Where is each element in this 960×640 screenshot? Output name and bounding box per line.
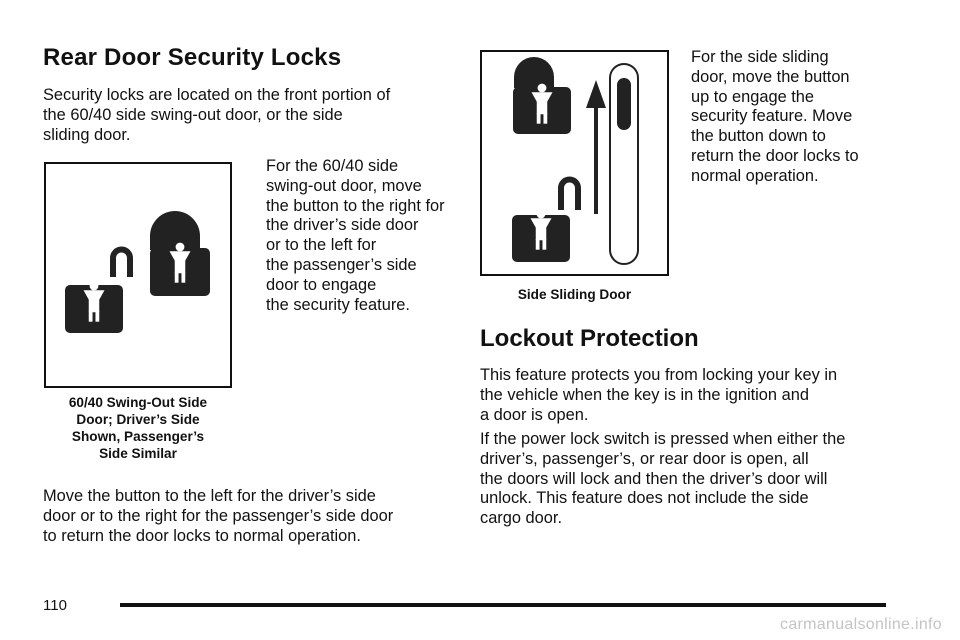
page-number: 110 bbox=[43, 597, 67, 614]
swing-out-instructions: For the 60/40 side swing-out door, move the button to the right for the driver’s side door or to the left for the passenger’s side door to engage the security feature. bbox=[266, 157, 445, 314]
slider-track-icon bbox=[610, 64, 638, 264]
unlocked-child-icon bbox=[512, 180, 578, 263]
figure2-caption: Side Sliding Door bbox=[517, 287, 632, 302]
lockout-paragraph-1: This feature protects you from locking your key in the vehicle when the key is in the ignition and a door is open. bbox=[480, 366, 838, 424]
figure-swing-out-door bbox=[44, 162, 232, 388]
intro-paragraph: Security locks are located on the front portion of the 60/40 side swing-out door, or the side sliding door. bbox=[43, 86, 391, 144]
lockout-title: Lockout Protection bbox=[480, 325, 699, 352]
lockout-paragraph-2: If the power lock switch is pressed when either the driver’s, passenger’s, or rear door is open, all the doors will lock and then the driver’s door will unlock. This feature does not include the side cargo door. bbox=[480, 430, 846, 528]
figure-side-sliding-door bbox=[480, 50, 669, 276]
unlocked-child-icon bbox=[65, 250, 130, 334]
locked-child-icon bbox=[513, 57, 571, 134]
page-title: Rear Door Security Locks bbox=[43, 44, 342, 71]
locked-child-icon bbox=[150, 211, 210, 296]
sliding-instructions: For the side sliding door, move the button up to engage the security feature. Move the button down to return the door locks to normal operation. bbox=[691, 48, 859, 185]
footer-rule bbox=[120, 603, 886, 607]
up-arrow-icon bbox=[586, 80, 606, 214]
watermark: carmanualsonline.info bbox=[780, 616, 942, 633]
return-instructions: Move the button to the left for the driver’s side door or to the right for the passenger’s side door to return the door locks to normal operation. bbox=[43, 487, 394, 545]
figure1-caption: 60/40 Swing-Out Side Door; Driver’s Side Shown, Passenger’s Side Similar bbox=[68, 395, 208, 461]
